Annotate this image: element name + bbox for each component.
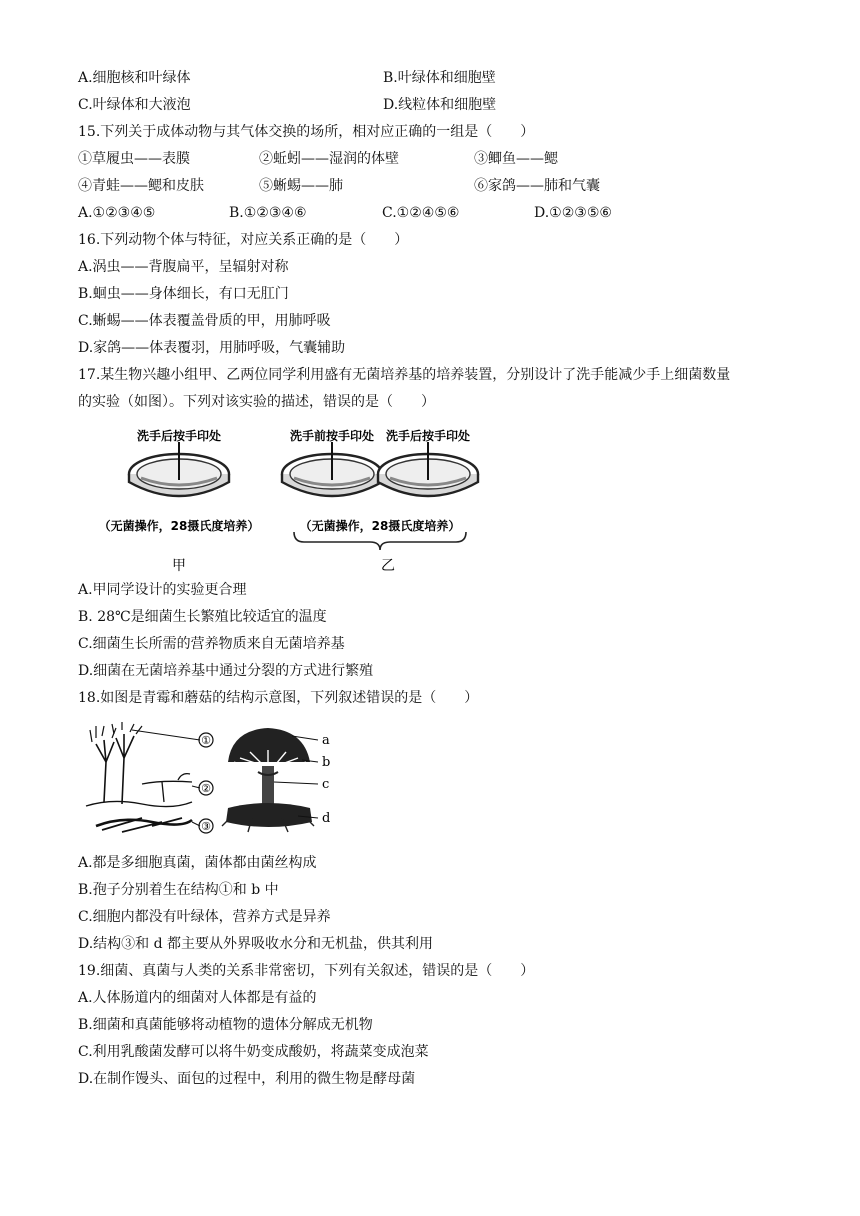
q19-option-d: D.在制作馒头、面包的过程中，利用的微生物是酵母菌 [78,1071,416,1087]
q19-option-c: C.利用乳酸菌发酵可以将牛奶变成酸奶，将蔬菜变成泡菜 [78,1044,429,1060]
q19-stem: 19.细菌、真菌与人类的关系非常密切，下列有关叙述，错误的是（ ） [78,963,535,979]
q18-option-d: D.结构③和 d 都主要从外界吸收水分和无机盐，供其利用 [78,936,434,952]
q15-item: ⑥家鸽——肺和气囊 [474,178,600,194]
label-a: a [322,733,330,748]
q14-option-d: D.线粒体和细胞壁 [383,97,497,113]
jia-dish [129,442,229,496]
q14-option-b: B.叶绿体和细胞壁 [383,70,496,86]
q15-item: ⑤蜥蜴——肺 [259,178,343,194]
q18-option-c: C.细胞内都没有叶绿体，营养方式是异养 [78,909,331,925]
yi-dish-right [378,442,478,496]
yi-note: （无菌操作，28摄氏度培养） [299,519,461,533]
q15-option-a: A.①②③④⑤ [78,205,156,221]
fungi-figure [82,722,352,842]
petri-dish-figure [88,424,488,574]
q18-option-a: A.都是多细胞真菌，菌体都由菌丝构成 [78,855,317,871]
yi-dish-left [282,442,382,496]
q15-item: ③鲫鱼——鳃 [474,151,558,167]
q15-option-b: B.①②③④⑥ [229,205,307,221]
jia-note: （无菌操作，28摄氏度培养） [98,519,260,533]
label-d: d [322,811,331,826]
jia-label-top: 洗手后按手印处 [136,429,222,443]
q17-option-a: A.甲同学设计的实验更合理 [78,582,247,598]
q16-option-a: A.涡虫——背腹扁平，呈辐射对称 [78,259,289,275]
yi-label-right: 洗手后按手印处 [385,429,471,443]
q17-option-c: C.细菌生长所需的营养物质来自无菌培养基 [78,636,345,652]
q15-item: ②蚯蚓——湿润的体壁 [259,151,399,167]
q14-option-a: A.细胞核和叶绿体 [78,70,191,86]
label-c: c [322,777,330,792]
label-3: ③ [201,820,211,833]
q19-option-a: A.人体肠道内的细菌对人体都是有益的 [78,990,317,1006]
q17-option-d: D.细菌在无菌培养基中通过分裂的方式进行繁殖 [78,663,374,679]
q15-item: ①草履虫——表膜 [78,151,190,167]
q16-option-d: D.家鸽——体表覆羽，用肺呼吸，气囊辅助 [78,340,346,356]
q17-option-b: B. 28℃是细菌生长繁殖比较适宜的温度 [78,609,327,625]
q19-option-b: B.细菌和真菌能够将动植物的遗体分解成无机物 [78,1017,373,1033]
label-1: ① [201,734,211,747]
label-2: ② [201,782,211,795]
label-b: b [322,755,331,770]
q15-stem: 15.下列关于成体动物与其气体交换的场所，相对应正确的一组是（ ） [78,124,535,140]
q18-stem: 18.如图是青霉和蘑菇的结构示意图，下列叙述错误的是（ ） [78,690,479,706]
q16-option-c: C.蜥蜴——体表覆盖骨质的甲，用肺呼吸 [78,313,331,329]
q15-option-c: C.①②④⑤⑥ [382,205,460,221]
mushroom-drawing [222,728,318,832]
q17-stem-line1: 17.某生物兴趣小组甲、乙两位同学利用盛有无菌培养基的培养装置，分别设计了洗手能减少手上细菌数量 [78,367,731,383]
yi-caption: 乙 [381,558,395,574]
q14-option-c: C.叶绿体和大液泡 [78,97,191,113]
jia-caption: 甲 [172,558,186,574]
penicillium-drawing [86,722,200,832]
q16-stem: 16.下列动物个体与特征，对应关系正确的是（ ） [78,232,409,248]
q18-option-b: B.孢子分别着生在结构①和 b 中 [78,882,279,898]
yi-brace [294,532,466,550]
q15-item: ④青蛙——鳃和皮肤 [78,178,204,194]
yi-label-left: 洗手前按手印处 [289,429,375,443]
q17-stem-line2: 的实验（如图）。下列对该实验的描述，错误的是（ ） [78,394,435,410]
q15-option-d: D.①②③⑤⑥ [534,205,612,221]
q16-option-b: B.蛔虫——身体细长，有口无肛门 [78,286,289,302]
